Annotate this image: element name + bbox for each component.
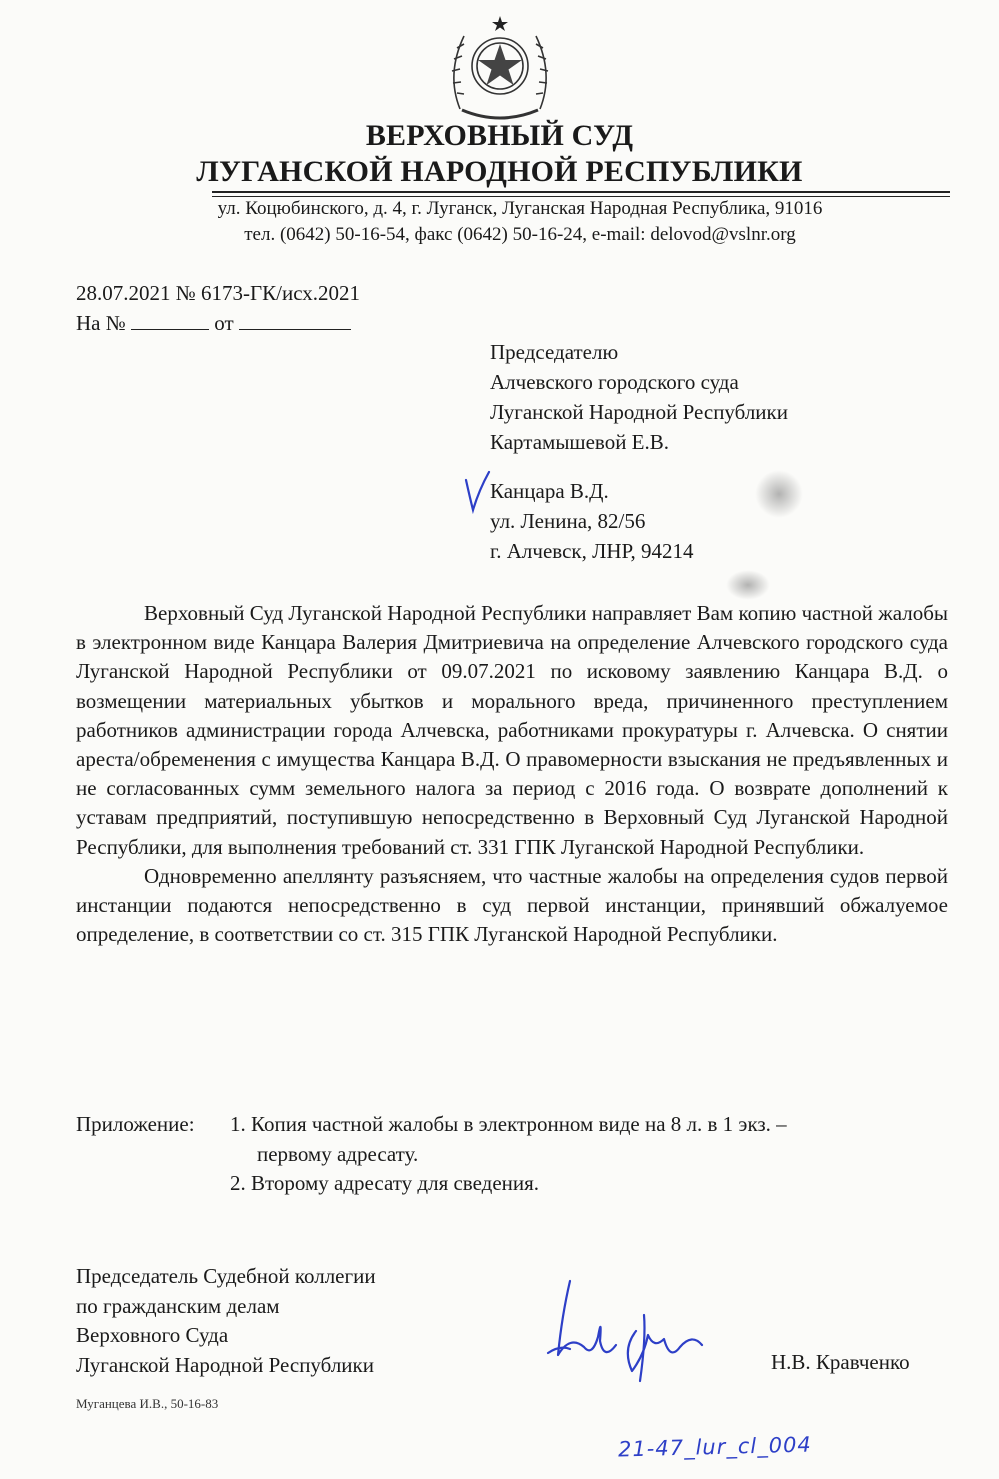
reply-number-blank	[131, 311, 209, 330]
reply-to-prefix: На №	[76, 311, 126, 335]
addressee-block	[490, 337, 788, 457]
addressee-line1: Председателю	[490, 340, 619, 364]
court-address: ул. Коцюбинского, д. 4, г. Луганск, Луганская Народная Республика, 91016	[217, 198, 823, 219]
handwritten-signature-icon	[540, 1275, 740, 1385]
addressee-line2: Алчевского городского суда	[490, 370, 739, 394]
scan-smudge	[755, 470, 803, 518]
court-phone-email: тел. (0642) 50-16-54, факс (0642) 50-16-24, e-mail: delovod@vslnr.org	[244, 224, 796, 245]
body-paragraph-2: Одновременно апеллянту разъясняем, что частные жалобы на определения судов первой инстанции подаются непосредственно в суд первой инстанции, принявший обжалуемое определение, в соответствии со ст. 315 ГПК Луганской Народной Республики.	[76, 863, 948, 947]
applicant-block	[490, 476, 694, 566]
handwritten-registration-note: 21-47_lur_cl_004	[617, 1432, 813, 1462]
signer-position-line3: Верховного Суда	[76, 1323, 229, 1348]
reply-to-line	[76, 308, 360, 338]
addressee-line3: Луганской Народной Республики	[490, 400, 788, 424]
executor-info: Муганцева И.В., 50-16-83	[76, 1396, 219, 1411]
attachments-label: Приложение:	[76, 1112, 195, 1136]
header-rule-thick	[212, 191, 950, 193]
court-name	[0, 118, 999, 190]
body-paragraph-1: Верховный Суд Луганской Народной Республики направляет Вам копию частной жалобы в электронном виде Канцара Валерия Дмитриевича на определение Алчевского городского суда Луганской Народной Республики от 09.07.2021 по исковому заявлению Канцара В.Д. о возмещении материальных убытков и морального вреда, причиненного преступлением работников администрации города Алчевска, работниками прокуратуры г. Алчевска. О снятии ареста/обременения с имущества Канцара В.Д. О правомерности взыскания не предъявленных и не согласованных сумм земельного налога за период с 2016 года. О возврате дополнений к уставам предприятий, поступившую непосредственно в Верховный Суд Луганской Народной Республики, для выполнения требований ст. 331 ГПК Луганской Народной Республики.	[76, 601, 948, 859]
handwritten-check-icon	[463, 470, 491, 514]
registration-block	[76, 278, 360, 338]
signer-position	[76, 1262, 376, 1381]
signer-position-line2: по гражданским делам	[76, 1293, 280, 1318]
applicant-street: ул. Ленина, 82/56	[490, 509, 646, 533]
outgoing-number: 28.07.2021 № 6173-ГК/исх.2021	[76, 281, 361, 305]
letter-body	[76, 599, 948, 949]
applicant-city: г. Алчевск, ЛНР, 94214	[490, 539, 694, 563]
reply-from-label: от	[214, 311, 234, 335]
court-name-line2: ЛУГАНСКОЙ НАРОДНОЙ РЕСПУБЛИКИ	[196, 155, 803, 188]
addressee-line4: Картамышевой Е.В.	[490, 430, 670, 454]
signer-position-line4: Луганской Народной Республики	[76, 1353, 374, 1378]
applicant-name: Канцара В.Д.	[490, 479, 609, 503]
attachments-block	[76, 1110, 956, 1199]
signer-position-line1: Председатель Судебной коллегии	[76, 1264, 376, 1288]
signer-name: Н.В. Кравченко	[771, 1350, 910, 1374]
court-contacts	[170, 196, 870, 248]
lnr-coat-of-arms-icon	[440, 14, 560, 124]
attachment-item-1: 1. Копия частной жалобы в электронном виде на 8 л. в 1 экз. –	[230, 1112, 787, 1136]
court-name-line1: ВЕРХОВНЫЙ СУД	[365, 119, 634, 152]
attachment-item-2: 2. Второму адресату для сведения.	[230, 1171, 540, 1195]
reply-date-blank	[239, 311, 351, 330]
attachment-item-1-cont: первому адресату.	[257, 1141, 419, 1166]
scan-smudge	[726, 570, 770, 600]
